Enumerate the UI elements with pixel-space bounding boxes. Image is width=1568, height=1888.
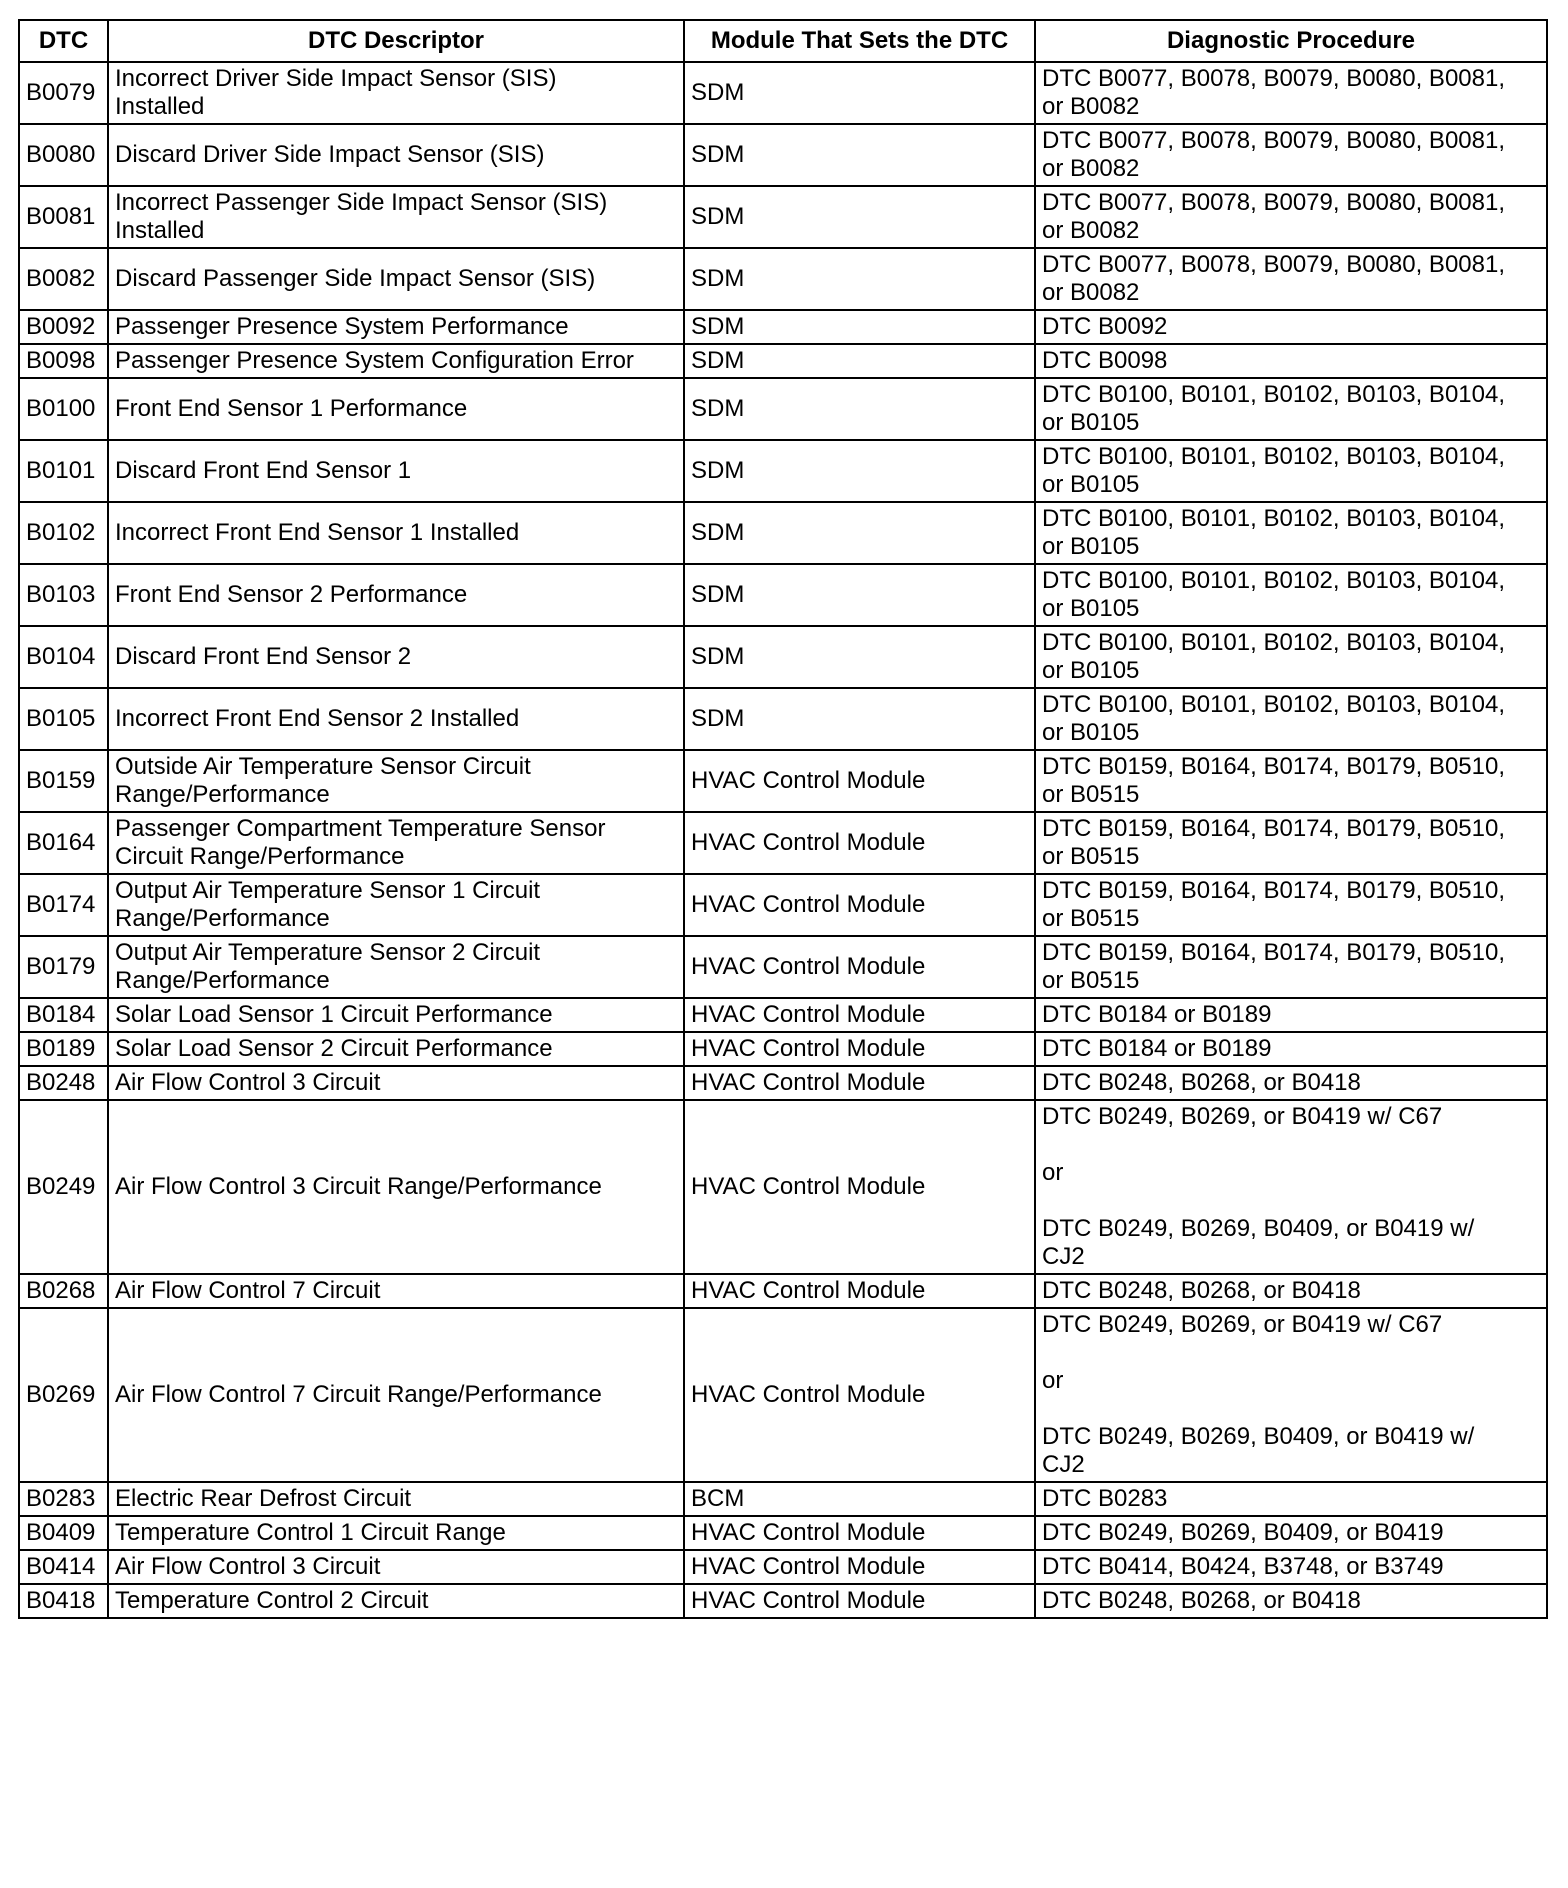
- diagnostic-procedure-cell: DTC B0077, B0078, B0079, B0080, B0081, or B0082: [1035, 248, 1547, 310]
- dtc-code-cell: B0092: [19, 310, 108, 344]
- table-row: [19, 750, 1547, 812]
- table-row: [19, 440, 1547, 502]
- dtc-descriptor-cell: Air Flow Control 3 Circuit Range/Performance: [108, 1100, 684, 1274]
- dtc-descriptor-cell: Discard Driver Side Impact Sensor (SIS): [108, 124, 684, 186]
- dtc-code-cell: B0414: [19, 1550, 108, 1584]
- dtc-code-cell: B0249: [19, 1100, 108, 1274]
- module-cell: HVAC Control Module: [684, 812, 1035, 874]
- module-cell: SDM: [684, 564, 1035, 626]
- table-row: [19, 344, 1547, 378]
- module-cell: HVAC Control Module: [684, 1274, 1035, 1308]
- dtc-descriptor-cell: Temperature Control 1 Circuit Range: [108, 1516, 684, 1550]
- diagnostic-procedure-cell: DTC B0077, B0078, B0079, B0080, B0081, or B0082: [1035, 186, 1547, 248]
- header-dtc-descriptor: DTC Descriptor: [108, 20, 684, 62]
- table-row: [19, 626, 1547, 688]
- dtc-code-cell: B0081: [19, 186, 108, 248]
- dtc-descriptor-cell: Discard Front End Sensor 2: [108, 626, 684, 688]
- dtc-descriptor-cell: Discard Front End Sensor 1: [108, 440, 684, 502]
- table-row: [19, 1066, 1547, 1100]
- dtc-descriptor-cell: Electric Rear Defrost Circuit: [108, 1482, 684, 1516]
- table-row: [19, 62, 1547, 124]
- dtc-code-cell: B0164: [19, 812, 108, 874]
- table-row: [19, 1274, 1547, 1308]
- diagnostic-procedure-cell: DTC B0249, B0269, B0409, or B0419: [1035, 1516, 1547, 1550]
- module-cell: HVAC Control Module: [684, 1100, 1035, 1274]
- dtc-descriptor-cell: Incorrect Front End Sensor 1 Installed: [108, 502, 684, 564]
- dtc-code-cell: B0269: [19, 1308, 108, 1482]
- diagnostic-procedure-cell: DTC B0100, B0101, B0102, B0103, B0104, or B0105: [1035, 440, 1547, 502]
- table-row: [19, 502, 1547, 564]
- table-row: [19, 936, 1547, 998]
- diagnostic-procedure-cell: DTC B0159, B0164, B0174, B0179, B0510, or B0515: [1035, 874, 1547, 936]
- diagnostic-procedure-cell: DTC B0077, B0078, B0079, B0080, B0081, or B0082: [1035, 124, 1547, 186]
- diagnostic-procedure-cell: DTC B0159, B0164, B0174, B0179, B0510, or B0515: [1035, 812, 1547, 874]
- table-row: [19, 1308, 1547, 1482]
- dtc-code-cell: B0159: [19, 750, 108, 812]
- table-row: [19, 1516, 1547, 1550]
- module-cell: SDM: [684, 440, 1035, 502]
- module-cell: HVAC Control Module: [684, 1032, 1035, 1066]
- table-row: [19, 310, 1547, 344]
- dtc-code-cell: B0103: [19, 564, 108, 626]
- dtc-descriptor-cell: Air Flow Control 7 Circuit Range/Performance: [108, 1308, 684, 1482]
- table-row: [19, 378, 1547, 440]
- module-cell: SDM: [684, 502, 1035, 564]
- module-cell: SDM: [684, 344, 1035, 378]
- dtc-descriptor-cell: Solar Load Sensor 2 Circuit Performance: [108, 1032, 684, 1066]
- dtc-descriptor-cell: Passenger Compartment Temperature Sensor Circuit Range/Performance: [108, 812, 684, 874]
- table-row: [19, 248, 1547, 310]
- dtc-code-cell: B0248: [19, 1066, 108, 1100]
- dtc-code-cell: B0418: [19, 1584, 108, 1618]
- dtc-descriptor-cell: Air Flow Control 3 Circuit: [108, 1066, 684, 1100]
- table-row: [19, 1584, 1547, 1618]
- diagnostic-procedure-cell: DTC B0159, B0164, B0174, B0179, B0510, or B0515: [1035, 936, 1547, 998]
- module-cell: HVAC Control Module: [684, 1550, 1035, 1584]
- table-row: [19, 874, 1547, 936]
- module-cell: HVAC Control Module: [684, 1308, 1035, 1482]
- module-cell: HVAC Control Module: [684, 1066, 1035, 1100]
- module-cell: BCM: [684, 1482, 1035, 1516]
- table-row: [19, 688, 1547, 750]
- diagnostic-procedure-cell: DTC B0100, B0101, B0102, B0103, B0104, or B0105: [1035, 502, 1547, 564]
- diagnostic-procedure-cell: DTC B0184 or B0189: [1035, 998, 1547, 1032]
- module-cell: SDM: [684, 186, 1035, 248]
- dtc-code-cell: B0184: [19, 998, 108, 1032]
- module-cell: HVAC Control Module: [684, 1516, 1035, 1550]
- dtc-code-cell: B0104: [19, 626, 108, 688]
- dtc-descriptor-cell: Passenger Presence System Configuration Error: [108, 344, 684, 378]
- dtc-descriptor-cell: Air Flow Control 3 Circuit: [108, 1550, 684, 1584]
- diagnostic-procedure-cell: DTC B0249, B0269, or B0419 w/ C67 or DTC B0249, B0269, B0409, or B0419 w/ CJ2: [1035, 1308, 1547, 1482]
- dtc-code-cell: B0174: [19, 874, 108, 936]
- header-module: Module That Sets the DTC: [684, 20, 1035, 62]
- table-header: [19, 20, 1547, 62]
- diagnostic-procedure-cell: DTC B0249, B0269, or B0419 w/ C67 or DTC B0249, B0269, B0409, or B0419 w/ CJ2: [1035, 1100, 1547, 1274]
- dtc-descriptor-cell: Incorrect Passenger Side Impact Sensor (SIS) Installed: [108, 186, 684, 248]
- table-row: [19, 1482, 1547, 1516]
- dtc-code-cell: B0189: [19, 1032, 108, 1066]
- module-cell: SDM: [684, 310, 1035, 344]
- diagnostic-procedure-cell: DTC B0159, B0164, B0174, B0179, B0510, or B0515: [1035, 750, 1547, 812]
- dtc-descriptor-cell: Incorrect Front End Sensor 2 Installed: [108, 688, 684, 750]
- header-row: [19, 20, 1547, 62]
- dtc-code-cell: B0179: [19, 936, 108, 998]
- table-row: [19, 186, 1547, 248]
- table-row: [19, 1550, 1547, 1584]
- dtc-descriptor-cell: Temperature Control 2 Circuit: [108, 1584, 684, 1618]
- dtc-code-cell: B0101: [19, 440, 108, 502]
- dtc-descriptor-cell: Passenger Presence System Performance: [108, 310, 684, 344]
- dtc-code-cell: B0283: [19, 1482, 108, 1516]
- dtc-code-cell: B0100: [19, 378, 108, 440]
- diagnostic-procedure-cell: DTC B0248, B0268, or B0418: [1035, 1584, 1547, 1618]
- table-row: [19, 124, 1547, 186]
- dtc-descriptor-cell: Outside Air Temperature Sensor Circuit Range/Performance: [108, 750, 684, 812]
- module-cell: SDM: [684, 124, 1035, 186]
- diagnostic-procedure-cell: DTC B0100, B0101, B0102, B0103, B0104, or B0105: [1035, 688, 1547, 750]
- dtc-code-cell: B0098: [19, 344, 108, 378]
- header-dtc: DTC: [19, 20, 108, 62]
- diagnostic-procedure-cell: DTC B0184 or B0189: [1035, 1032, 1547, 1066]
- module-cell: SDM: [684, 62, 1035, 124]
- table-body: [19, 62, 1547, 1618]
- dtc-descriptor-cell: Solar Load Sensor 1 Circuit Performance: [108, 998, 684, 1032]
- diagnostic-procedure-cell: DTC B0283: [1035, 1482, 1547, 1516]
- module-cell: HVAC Control Module: [684, 750, 1035, 812]
- dtc-code-cell: B0080: [19, 124, 108, 186]
- diagnostic-procedure-cell: DTC B0414, B0424, B3748, or B3749: [1035, 1550, 1547, 1584]
- module-cell: HVAC Control Module: [684, 1584, 1035, 1618]
- dtc-descriptor-cell: Output Air Temperature Sensor 1 Circuit Range/Performance: [108, 874, 684, 936]
- table-row: [19, 998, 1547, 1032]
- dtc-code-cell: B0079: [19, 62, 108, 124]
- dtc-code-cell: B0082: [19, 248, 108, 310]
- module-cell: SDM: [684, 378, 1035, 440]
- dtc-descriptor-cell: Front End Sensor 1 Performance: [108, 378, 684, 440]
- module-cell: SDM: [684, 626, 1035, 688]
- diagnostic-procedure-cell: DTC B0077, B0078, B0079, B0080, B0081, or B0082: [1035, 62, 1547, 124]
- table-row: [19, 812, 1547, 874]
- module-cell: SDM: [684, 688, 1035, 750]
- diagnostic-procedure-cell: DTC B0100, B0101, B0102, B0103, B0104, or B0105: [1035, 378, 1547, 440]
- dtc-code-cell: B0105: [19, 688, 108, 750]
- module-cell: HVAC Control Module: [684, 936, 1035, 998]
- table-row: [19, 1100, 1547, 1274]
- module-cell: SDM: [684, 248, 1035, 310]
- dtc-descriptor-cell: Discard Passenger Side Impact Sensor (SIS): [108, 248, 684, 310]
- dtc-table: [18, 19, 1548, 1619]
- module-cell: HVAC Control Module: [684, 874, 1035, 936]
- dtc-descriptor-cell: Output Air Temperature Sensor 2 Circuit Range/Performance: [108, 936, 684, 998]
- diagnostic-procedure-cell: DTC B0100, B0101, B0102, B0103, B0104, or B0105: [1035, 564, 1547, 626]
- dtc-code-cell: B0102: [19, 502, 108, 564]
- dtc-descriptor-cell: Front End Sensor 2 Performance: [108, 564, 684, 626]
- dtc-descriptor-cell: Air Flow Control 7 Circuit: [108, 1274, 684, 1308]
- diagnostic-procedure-cell: DTC B0098: [1035, 344, 1547, 378]
- dtc-code-cell: B0409: [19, 1516, 108, 1550]
- table-row: [19, 1032, 1547, 1066]
- diagnostic-procedure-cell: DTC B0092: [1035, 310, 1547, 344]
- header-diagnostic-procedure: Diagnostic Procedure: [1035, 20, 1547, 62]
- module-cell: HVAC Control Module: [684, 998, 1035, 1032]
- diagnostic-procedure-cell: DTC B0248, B0268, or B0418: [1035, 1066, 1547, 1100]
- diagnostic-procedure-cell: DTC B0248, B0268, or B0418: [1035, 1274, 1547, 1308]
- diagnostic-procedure-cell: DTC B0100, B0101, B0102, B0103, B0104, or B0105: [1035, 626, 1547, 688]
- dtc-descriptor-cell: Incorrect Driver Side Impact Sensor (SIS) Installed: [108, 62, 684, 124]
- table-row: [19, 564, 1547, 626]
- dtc-code-cell: B0268: [19, 1274, 108, 1308]
